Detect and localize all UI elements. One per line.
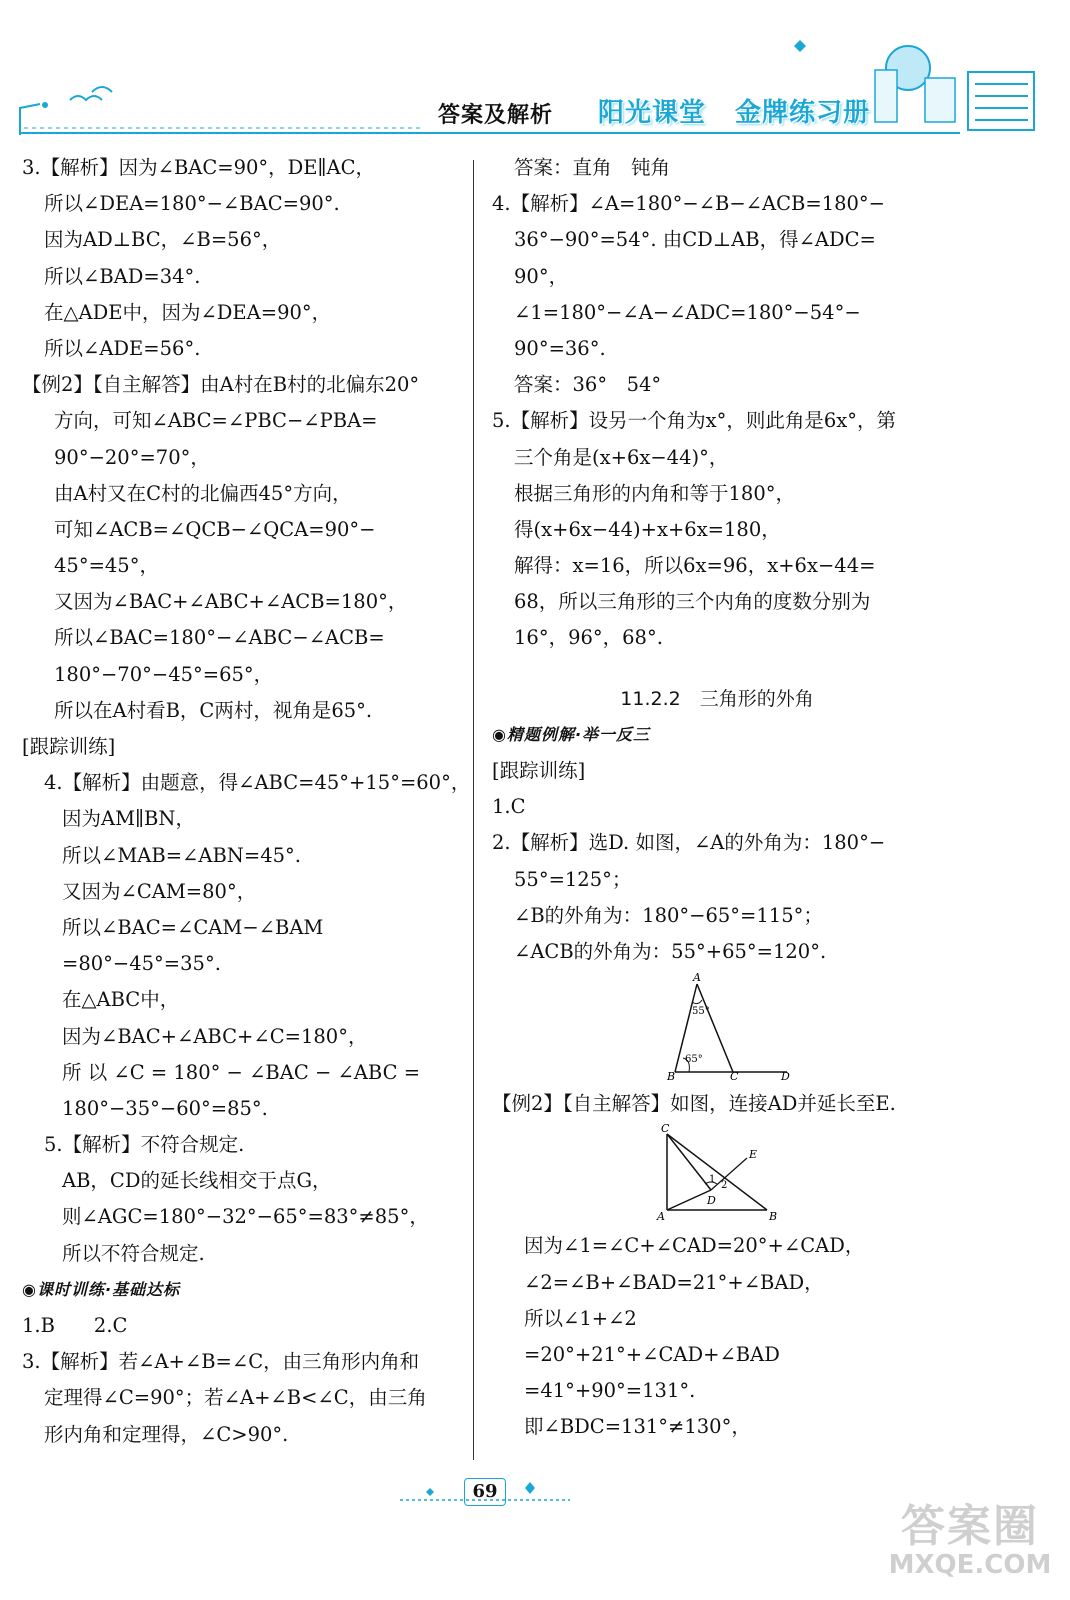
text-line: 90°−20°=70°， [54,445,210,469]
header-title: 答案及解析 [438,103,554,128]
fig1-label-B: B [667,1070,676,1084]
text-line: 所以∠1+∠2 [524,1306,637,1330]
text-line: 所以∠MAB=∠ABN=45°. [62,843,301,867]
bird-icon [70,96,102,100]
fig1-label-A: A [693,971,701,985]
text-line: ∠B的外角为：180°−65°=115°； [514,903,823,927]
text-line: 1.C [492,795,526,819]
right-tracking [492,753,942,970]
text-line: 所以∠ADE=56°. [44,336,201,360]
text-line: [跟踪训练] [492,759,586,782]
right-column [492,150,942,1445]
text-line: 所 以 ∠C = 180° − ∠BAC − ∠ABC = [62,1060,421,1084]
text-line: 三个角是(x+6x−44)°， [514,445,729,469]
section-subheading: ◉精题例解·举一反三 [492,724,651,744]
fig2-label-A: A [657,1210,665,1224]
text-line: 因为AD⊥BC，∠B=56°， [44,228,282,252]
star-icon [525,1482,535,1494]
watermark [880,1490,1060,1590]
text-line: 答案：36° 54° [514,373,662,397]
sparkle-icon [794,40,806,52]
text-line: 所以∠DEA=180°−∠BAC=90°. [44,192,340,216]
brand-subtitle: 金牌练习册 [735,98,871,128]
page-header [0,0,1070,150]
text-line: 所以∠BAC=180°−∠ABC−∠ACB= [54,626,385,650]
text-line: 所以∠BAC=∠CAM−∠BAM [62,915,324,939]
text-line: 180°−70°−45°=65°， [54,662,274,686]
text-line: 1.B 2.C [22,1314,128,1337]
text-line: =41°+90°=131°. [524,1379,696,1403]
text-line: 45°=45°， [54,554,159,578]
fig1-label-D: D [781,1070,790,1084]
page-number: 69 [464,1478,506,1506]
fig2-label-D: D [707,1194,716,1208]
text-line: 又因为∠BAC+∠ABC+∠ACB=180°， [54,590,408,614]
text-line: 答案：直角 钝角 [514,156,671,179]
fig2-label-E: E [749,1148,758,1162]
watermark-url: MXQE.COM [888,1550,1052,1580]
text-line: 所以∠BAD=34°. [44,264,201,288]
fig2-label-B: B [769,1210,778,1224]
fig1-label-C: C [730,1070,739,1084]
text-line: 定理得∠C=90°；若∠A+∠B<∠C，由三角 [44,1386,427,1410]
text-line: 【例2】【自主解答】由A村在B村的北偏东20° [22,373,420,397]
text-line: 所以不符合规定. [62,1241,205,1265]
text-line: 因为∠BAC+∠ABC+∠C=180°， [62,1024,368,1048]
text-line: 由A村又在C村的北偏西45°方向， [54,481,352,505]
text-line: 因为AM∥BN， [62,807,195,831]
text-line: 解得：x=16，所以6x=96，x+6x−44= [514,554,876,578]
text-line: 形内角和定理得，∠C>90°. [44,1422,289,1446]
text-line: 5.【解析】设另一个角为x°，则此角是6x°，第 [492,409,897,433]
text-line: 55°=125°； [514,867,632,891]
text-line: =80°−45°=35°. [62,952,221,976]
text-line: 因为∠1=∠C+∠CAD=20°+∠CAD， [524,1234,865,1258]
text-line: 90°， [514,264,569,288]
text-line: AB，CD的延长线相交于点G， [62,1169,332,1193]
text-line: 68，所以三角形的三个内角的度数分别为 [514,590,871,614]
fig1-angle-b: 65° [685,1054,703,1066]
triangle-figure-1 [647,971,790,1084]
text-line: 方向，可知∠ABC=∠PBC−∠PBA= [54,409,378,433]
right-answers [492,150,942,657]
text-line: 36°−90°=54°. 由CD⊥AB，得∠ADC= [514,228,876,252]
text-line: 90°=36°. [514,336,606,360]
triangle-figure-2 [647,1124,787,1224]
text-line: ∠ACB的外角为：55°+65°=120°. [514,939,827,963]
text-line: 则∠AGC=180°−32°−65°=83°≠85°， [62,1205,429,1229]
column-divider [473,160,474,1460]
text-line: 5.【解析】不符合规定. [44,1133,245,1157]
text-line: =20°+21°+∠CAD+∠BAD [524,1342,780,1366]
fig2-label-2: 2 [721,1180,728,1192]
text-line: 所以在A村看B，C两村，视角是65°. [54,698,373,722]
text-line: 又因为∠CAM=80°， [62,879,257,903]
text-line: 4.【解析】∠A=180°−∠B−∠ACB=180°− [492,192,885,216]
section-title: 11.2.2 三角形的外角 [620,687,814,710]
section-subheading: ◉课时训练·基础达标 [22,1279,181,1299]
text-line: 180°−35°−60°=85°. [62,1096,268,1120]
text-line: 即∠BDC=131°≠130°， [524,1415,751,1439]
watermark-text: 答案圈 [901,1501,1039,1552]
text-line: 3.【解析】因为∠BAC=90°，DE∥AC， [22,156,376,179]
text-line: 得(x+6x−44)+x+6x=180， [514,517,781,541]
text-line: 根据三角形的内角和等于180°， [514,481,795,505]
text-line: 3.【解析】若∠A+∠B=∠C，由三角形内角和 [22,1350,420,1374]
fig2-label-C: C [661,1122,670,1136]
text-line: ∠1=180°−∠A−∠ADC=180°−54°− [514,300,861,324]
text-line: [跟踪训练] [22,735,116,758]
star-icon [426,1488,434,1496]
text-line: 2.【解析】选D. 如图，∠A的外角为：180°− [492,831,886,855]
brand-name: 阳光课堂 [598,98,707,128]
example-2-text: 【例2】【自主解答】如图，连接AD并延长至E. [492,1092,896,1116]
fig2-label-1: 1 [709,1174,716,1186]
text-line: ∠2=∠B+∠BAD=21°+∠BAD， [524,1270,824,1294]
text-line: 4.【解析】由题意，得∠ABC=45°+15°=60°， [44,771,471,795]
text-line: 16°，96°，68°. [514,626,663,650]
fig1-angle-a: 55° [692,1006,710,1018]
left-column [22,150,472,1453]
text-line: 可知∠ACB=∠QCB−∠QCA=90°− [54,517,376,541]
right-example-solution [492,1228,942,1445]
text-line: 在△ABC中， [62,988,180,1012]
text-line: 在△ADE中，因为∠DEA=90°， [44,300,332,324]
